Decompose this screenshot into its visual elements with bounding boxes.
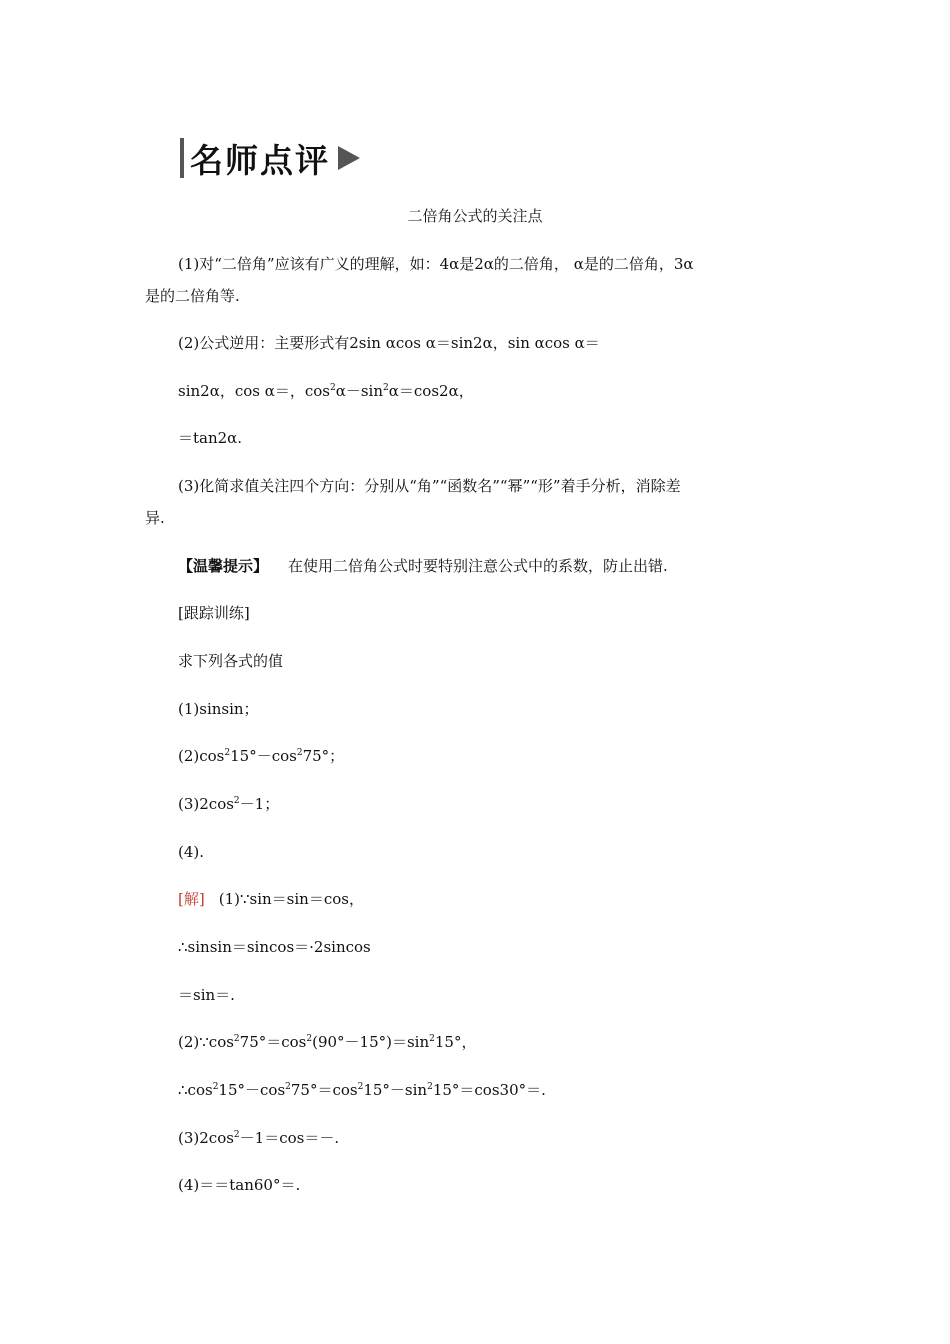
- exercise-heading: [跟踪训练]: [178, 604, 250, 622]
- exercise-prompt: 求下列各式的值: [178, 652, 284, 670]
- header-title: 名师点评: [190, 140, 330, 180]
- exercise-q1: (1)sinsin；: [178, 700, 259, 718]
- solution-line2: ∴sinsin＝sincos＝·2sincos: [178, 938, 371, 956]
- exercise-q2: $(2)\cos^215^\circ-\cos^275^\circ$；: [178, 747, 345, 765]
- p1-line2: 是的二倍角等.: [145, 287, 240, 305]
- solution-line4: $(2)\because\cos^275^\circ=\cos^2(90^\circ-15^\circ)=\sin^215^\circ$，: [178, 1033, 477, 1051]
- solution-line7: (4)＝＝tan60°＝.: [178, 1176, 301, 1194]
- tip-line: [178, 556, 668, 576]
- p2-line2: sin2α，cos α＝，$\cos^2\alpha-\sin^2\alpha=\cos 2\alpha$，: [178, 382, 474, 400]
- exercise-q4: (4).: [178, 843, 205, 861]
- section-title: 二倍角公式的关注点: [407, 207, 543, 225]
- tip-label: 【温馨提示】: [178, 557, 269, 575]
- solution-line1: [解] (1)∵sin＝sin＝cos，: [178, 890, 364, 908]
- section-header: [180, 135, 360, 181]
- solution-line6: $(3)2\cos^2-1=\cos=-$.: [178, 1129, 340, 1147]
- solution-line5: $\therefore\cos^215^\circ-\cos^275^\circ=\cos^215^\circ-\sin^215^\circ=\cos 30^\circ=$.: [178, 1081, 546, 1099]
- solution-label: [解]: [178, 890, 205, 908]
- p3-line1: (3)化简求值关注四个方向：分别从“角”“函数名”“幂”“形”着手分析，消除差: [178, 477, 681, 495]
- p3-line2: 异.: [145, 509, 165, 527]
- solution-line3: ＝sin＝.: [178, 986, 235, 1004]
- p2-line1: (2)公式逆用：主要形式有2sin αcos α＝sin2α，sin αcos α＝: [178, 334, 600, 352]
- tip-text: 在使用二倍角公式时要特别注意公式中的系数，防止出错.: [288, 557, 668, 575]
- p2-line3: ＝tan2α.: [178, 429, 243, 447]
- p1-line1: (1)对“二倍角”应该有广义的理解，如：4α是2α的二倍角， α是的二倍角，3α: [178, 255, 694, 273]
- play-arrow-icon: [338, 146, 360, 170]
- header-bar: [180, 138, 184, 178]
- exercise-q3: $(3)2\cos^2-1$；: [178, 795, 280, 813]
